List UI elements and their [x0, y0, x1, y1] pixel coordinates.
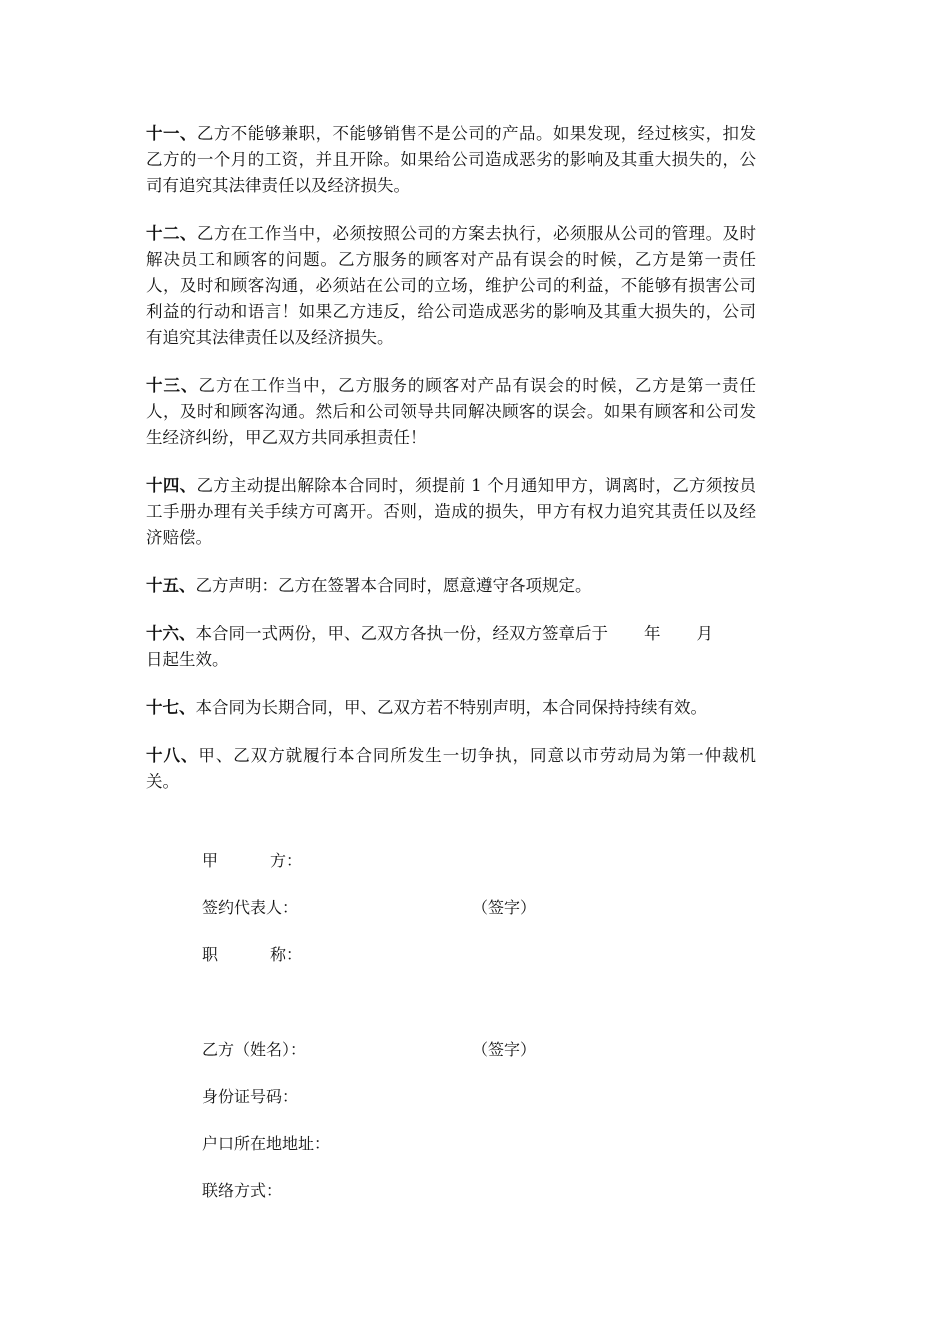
- clause-17: [146, 695, 756, 721]
- date-month-label: 月: [696, 624, 713, 643]
- party-b-sign-note: （签字）: [472, 1040, 537, 1059]
- party-a-fang: 方：: [270, 851, 303, 870]
- clause-13: [146, 373, 756, 451]
- clause-12: [146, 221, 756, 351]
- party-a-sign-note: （签字）: [472, 898, 537, 917]
- party-a-title-line: [202, 944, 302, 966]
- clause-number: 十八、: [146, 746, 199, 765]
- clause-text: 乙方在工作当中，乙方服务的顾客对产品有误会的时候，乙方是第一责任人，及时和顾客沟通。然后和公司领导共同解决顾客的误会。如果有顾客和公司发生经济纠纷，甲乙双方共同承担责任！: [146, 376, 757, 447]
- party-b-name-line: [202, 1039, 537, 1061]
- address-label: 户口所在地地址：: [202, 1134, 331, 1153]
- clause-11: [146, 121, 756, 199]
- clause-text: 乙方在工作当中，必须按照公司的方案去执行，必须服从公司的管理。及时解决员工和顾客的问题。乙方服务的顾客对产品有误会的时候，乙方是第一责任人，及时和顾客沟通，必须站在公司的立场，维护公司的利益，不能够有损害公司利益的行动和语言！如果乙方违反，给公司造成恶劣的影响及其重大损失的，公司有追究其法律责任以及经济损失。: [146, 224, 757, 347]
- clause-number: 十七、: [146, 698, 196, 717]
- clause-number: 十一、: [146, 124, 197, 143]
- clause-16: [146, 621, 756, 673]
- title-zhi: 职: [202, 945, 219, 964]
- clause-text: 乙方声明：乙方在签署本合同时，愿意遵守各项规定。: [195, 576, 592, 595]
- clause-15: [146, 573, 756, 599]
- clause-text: 本合同为长期合同，甲、乙双方若不特别声明，本合同保持持续有效。: [195, 698, 707, 717]
- title-cheng: 称：: [270, 945, 303, 964]
- party-a-representative-line: [202, 897, 537, 919]
- clause-text: 本合同一式两份，甲、乙双方各执一份，经双方签章后于: [195, 624, 608, 643]
- id-number-label: 身份证号码：: [202, 1087, 299, 1106]
- clause-text-end: 日起生效。: [146, 650, 229, 669]
- contract-clauses: [146, 121, 756, 817]
- contact-label: 联络方式：: [202, 1181, 283, 1200]
- party-a-line: [202, 850, 302, 872]
- representative-label: 签约代表人：: [202, 898, 299, 917]
- clause-number: 十二、: [146, 224, 197, 243]
- party-a-jia: 甲: [202, 851, 219, 870]
- party-b-id-line: [202, 1086, 298, 1108]
- party-b-address-line: [202, 1133, 330, 1155]
- clause-text: 乙方不能够兼职，不能够销售不是公司的产品。如果发现，经过核实，扣发乙方的一个月的工资，并且开除。如果给公司造成恶劣的影响及其重大损失的，公司有追究其法律责任以及经济损失。: [146, 124, 757, 195]
- clause-number: 十六、: [146, 624, 196, 643]
- clause-text: 乙方主动提出解除本合同时，须提前 1 个月通知甲方，调离时，乙方须按员工手册办理有关手续方可离开。否则，造成的损失，甲方有权力追究其责任以及经济赔偿。: [146, 476, 756, 547]
- clause-text: 甲、乙双方就履行本合同所发生一切争执，同意以市劳动局为第一仲裁机关。: [146, 746, 757, 791]
- party-b-contact-line: [202, 1180, 282, 1202]
- date-year-label: 年: [644, 624, 661, 643]
- clause-14: [146, 473, 756, 551]
- clause-number: 十三、: [146, 376, 199, 395]
- party-b-name-label: 乙方（姓名）：: [202, 1040, 307, 1059]
- clause-number: 十四、: [146, 476, 197, 495]
- clause-number: 十五、: [146, 576, 196, 595]
- clause-18: [146, 743, 756, 795]
